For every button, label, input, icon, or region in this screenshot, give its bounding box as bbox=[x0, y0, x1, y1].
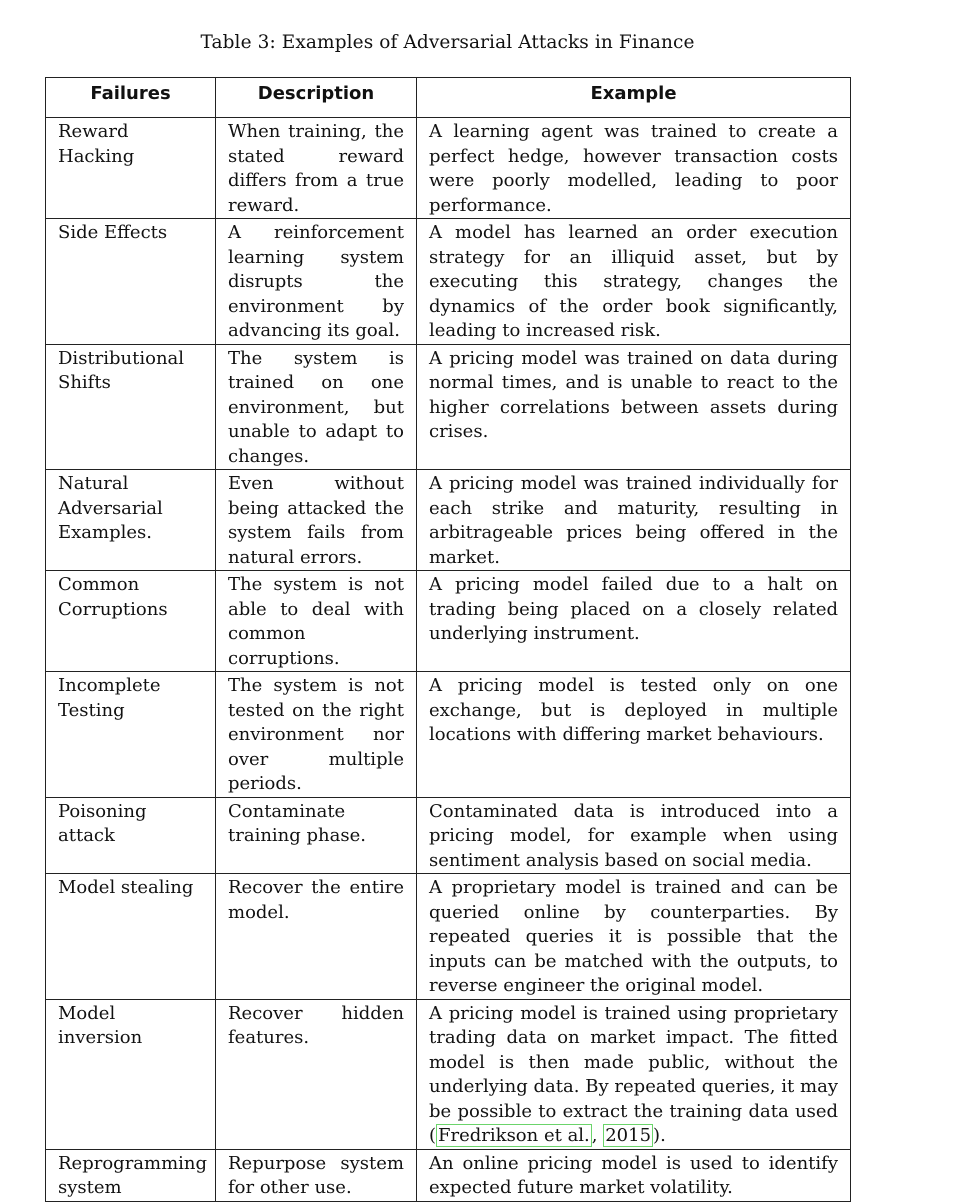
description-cell: Contaminate training phase. bbox=[216, 797, 417, 874]
table-header-row bbox=[46, 78, 851, 118]
failure-cell: Distributional Shifts bbox=[46, 344, 216, 470]
header-failures: Failures bbox=[46, 78, 216, 118]
citation-link-author[interactable]: Fredrikson et al. bbox=[438, 1125, 590, 1146]
header-description: Description bbox=[216, 78, 417, 118]
failure-cell: Reprogramming system bbox=[46, 1149, 216, 1201]
example-cell: A pricing model was trained on data during normal times, and is unable to react to the higher correlations between assets during crises. bbox=[417, 344, 851, 470]
table-row bbox=[46, 571, 851, 672]
description-cell: Recover the entire model. bbox=[216, 874, 417, 1000]
description-cell: Repurpose system for other use. bbox=[216, 1149, 417, 1201]
example-cell: A pricing model failed due to a halt on trading being placed on a closely related underlying instrument. bbox=[417, 571, 851, 672]
description-cell: The system is not tested on the right environment nor over multiple periods. bbox=[216, 672, 417, 798]
table-row bbox=[46, 470, 851, 571]
failure-cell: Common Corruptions bbox=[46, 571, 216, 672]
table-row bbox=[46, 874, 851, 1000]
table-row bbox=[46, 118, 851, 219]
example-cell: Contaminated data is introduced into a pricing model, for example when using sentiment analysis based on social media. bbox=[417, 797, 851, 874]
example-cell: A proprietary model is trained and can be queried online by counterparties. By repeated queries it is possible that the inputs can be matched with the outputs, to reverse engineer the original model. bbox=[417, 874, 851, 1000]
example-cell: A pricing model is tested only on one exchange, but is deployed in multiple locations with differing market behaviours. bbox=[417, 672, 851, 798]
description-cell: When training, the stated reward differs from a true reward. bbox=[216, 118, 417, 219]
example-cell: A pricing model is trained using proprietary trading data on market impact. The fitted model is then made public, without the underlying data. By repeated queries, it may be possible to extract the training data used ( Fredrikson et al. , 2015 ). bbox=[417, 999, 851, 1149]
example-cell: A learning agent was trained to create a perfect hedge, however transaction costs were poorly modelled, leading to poor performance. bbox=[417, 118, 851, 219]
table-row bbox=[46, 344, 851, 470]
description-cell: Even without being attacked the system fails from natural errors. bbox=[216, 470, 417, 571]
table-row bbox=[46, 219, 851, 345]
failure-cell: Natural Adversarial Examples. bbox=[46, 470, 216, 571]
failure-cell: Poisoning attack bbox=[46, 797, 216, 874]
failure-cell: Model inversion bbox=[46, 999, 216, 1149]
description-cell: Recover hidden features. bbox=[216, 999, 417, 1149]
failure-cell: Model stealing bbox=[46, 874, 216, 1000]
table-row bbox=[46, 797, 851, 874]
description-cell: A reinforcement learning system disrupts the environment by advancing its goal. bbox=[216, 219, 417, 345]
header-example: Example bbox=[417, 78, 851, 118]
failure-cell: Reward Hacking bbox=[46, 118, 216, 219]
example-cell: A pricing model was trained individually for each strike and maturity, resulting in arbitrageable prices being offered in the market. bbox=[417, 470, 851, 571]
example-cell: A model has learned an order execution strategy for an illiquid asset, but by executing this strategy, changes the dynamics of the order book significantly, leading to increased risk. bbox=[417, 219, 851, 345]
table-row bbox=[46, 672, 851, 798]
adversarial-attacks-table bbox=[45, 77, 851, 1202]
citation-link-year[interactable]: 2015 bbox=[605, 1125, 652, 1146]
example-text: A pricing model is trained using proprietary trading data on market impact. The fitted model is then made public, without the underlying data. By repeated queries, it may be possible to extract the training data used bbox=[429, 1002, 838, 1122]
failure-cell: Incomplete Testing bbox=[46, 672, 216, 798]
table-row bbox=[46, 1149, 851, 1201]
failure-cell: Side Effects bbox=[46, 219, 216, 345]
table-caption: Table 3: Examples of Adversarial Attacks in Finance bbox=[200, 32, 695, 53]
table-row bbox=[46, 999, 851, 1149]
description-cell: The system is trained on one environment, but unable to adapt to changes. bbox=[216, 344, 417, 470]
description-cell: The system is not able to deal with common corruptions. bbox=[216, 571, 417, 672]
example-cell: An online pricing model is used to identify expected future market volatility. bbox=[417, 1149, 851, 1201]
